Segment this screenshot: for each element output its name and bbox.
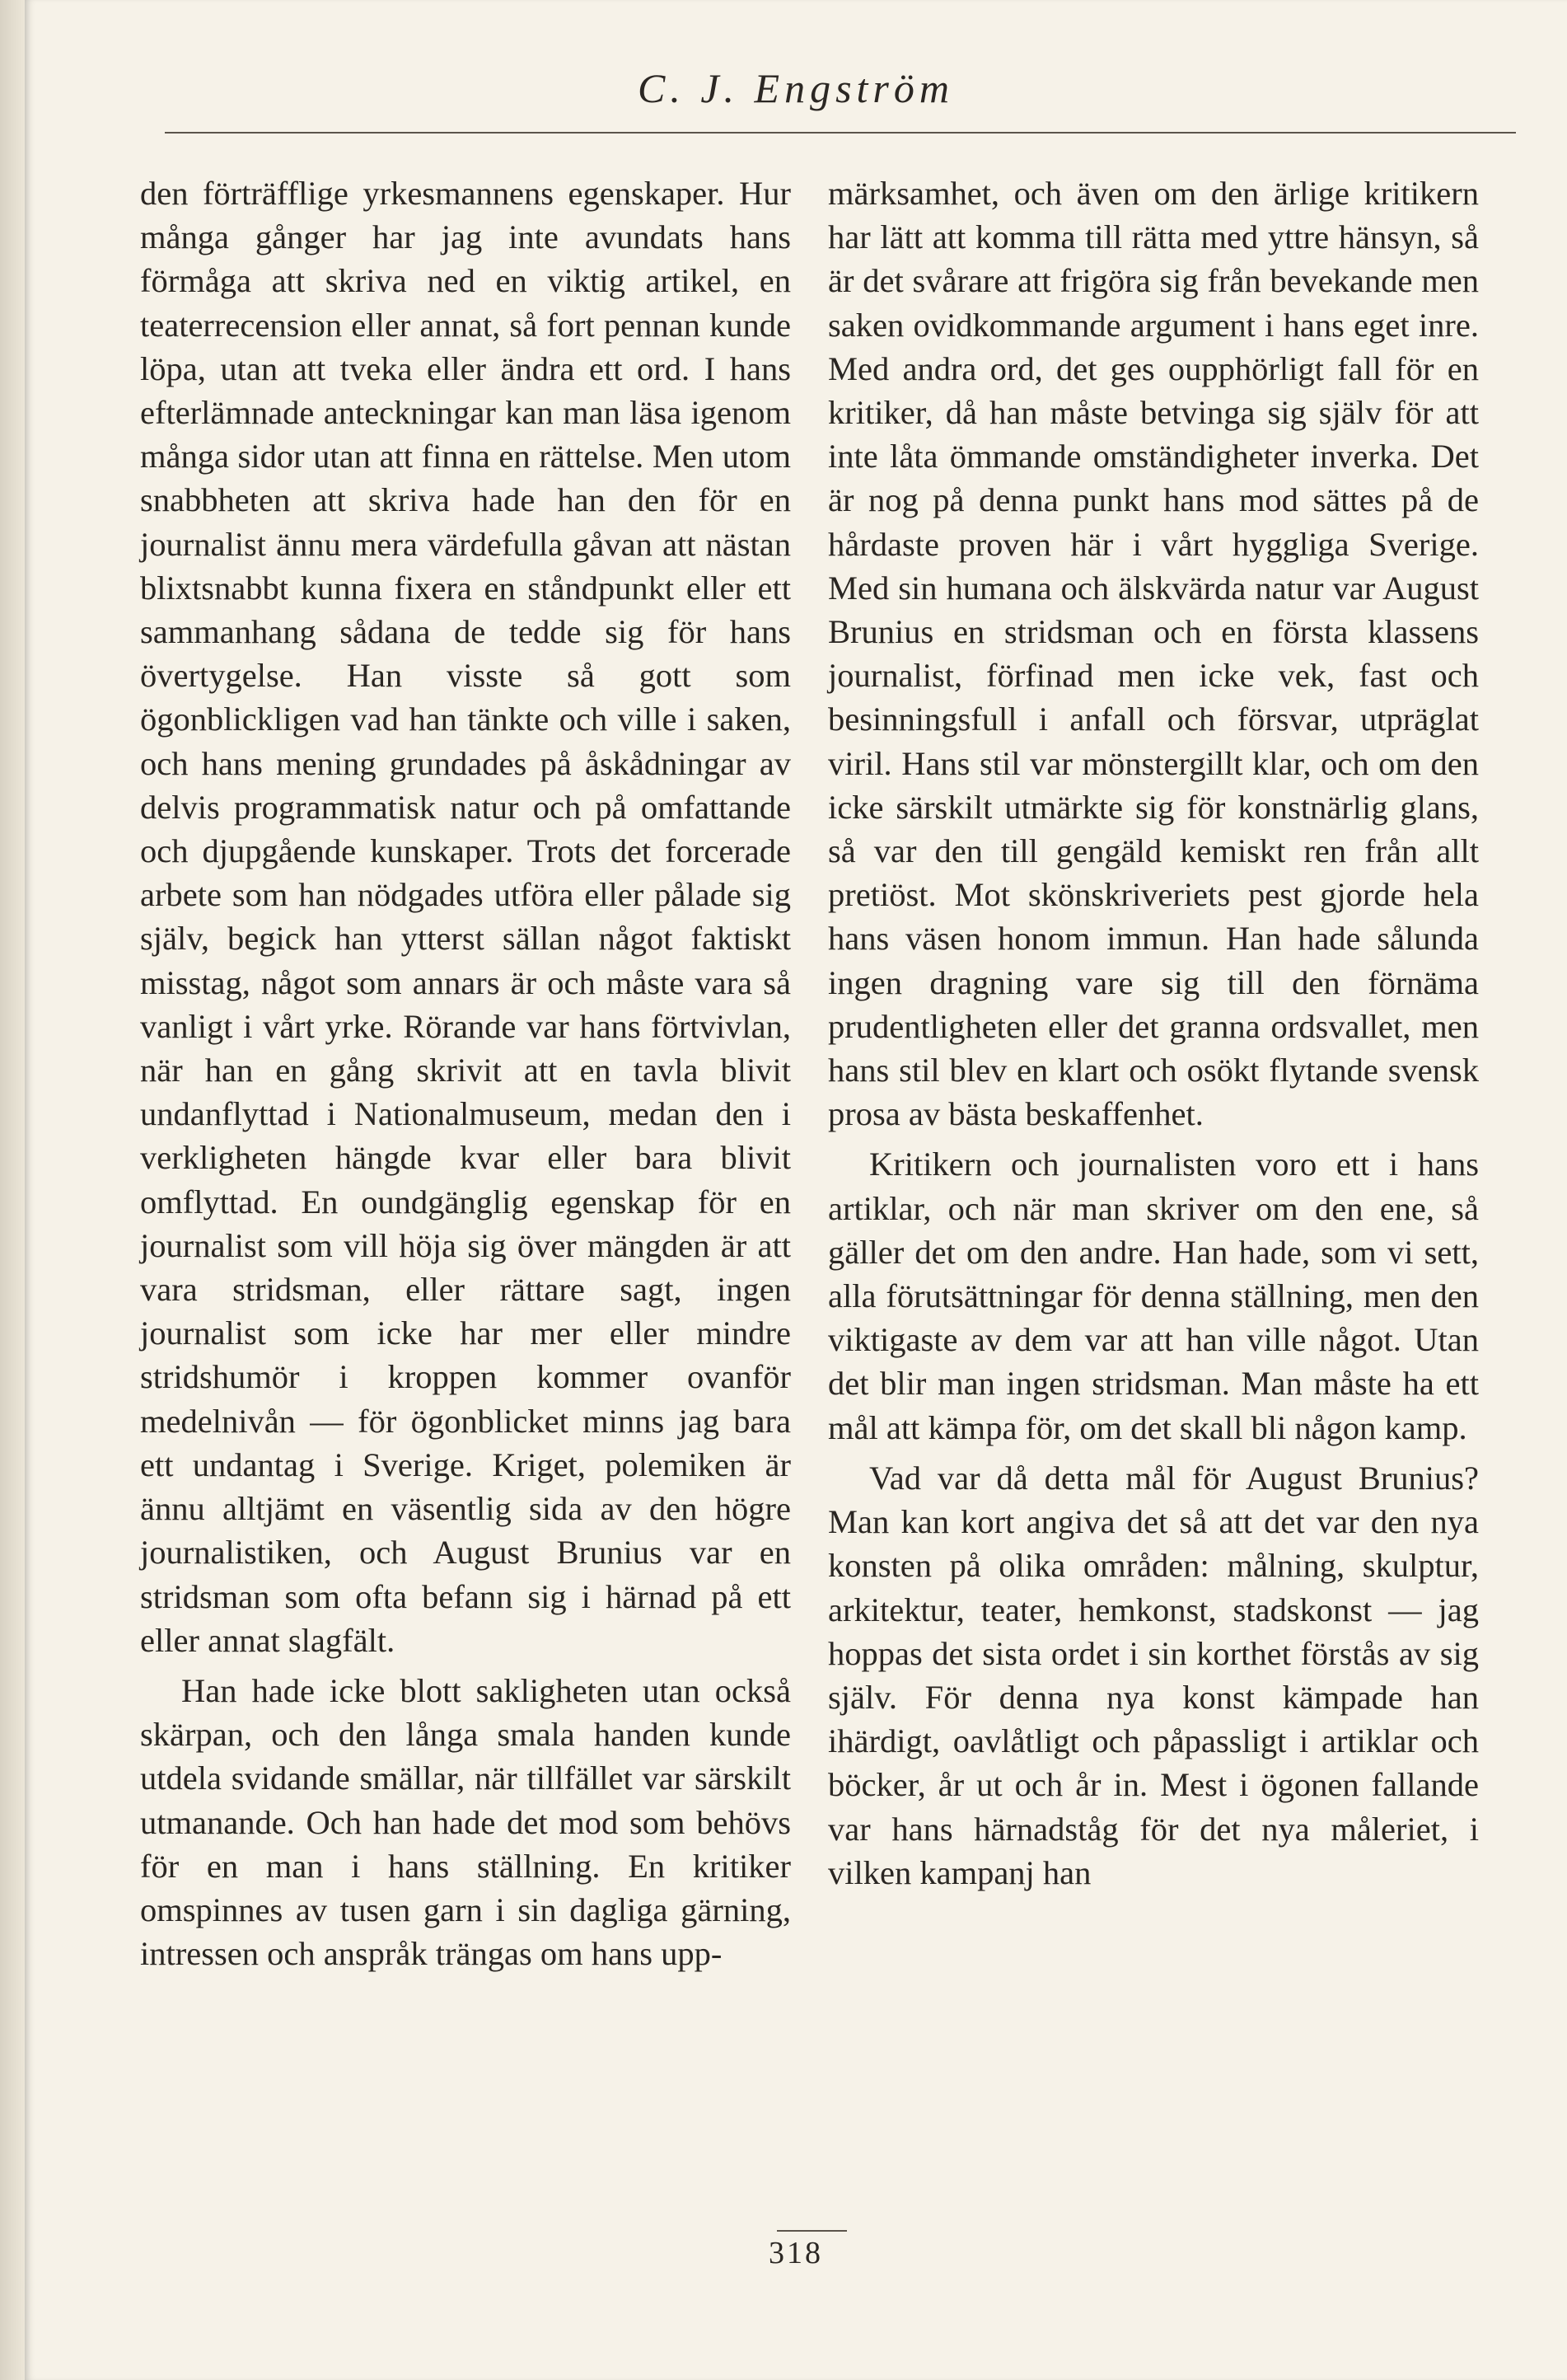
- paragraph: Kritikern och journalisten voro ett i hans artiklar, och när man skriver om den ene, så gäller det om den andre. Han hade, som vi sett, alla förutsättningar för denna ställning, men den viktigaste av dem var att han ville något. Utan det blir man ingen stridsman. Man måste ha ett mål att kämpa för, om det skall bli någon kamp.: [828, 1145, 1479, 1446]
- paragraph: Han hade icke blott sakligheten utan också skärpan, och den långa smala handen kunde utdela svidande smällar, när tillfället var särskilt utmanande. Och han hade det mod som behövs för en man i hans ställning. En kritiker omspinnes av tusen garn i sin dagliga gärning, intressen och anspråk trängas om hans upp-: [140, 1671, 791, 1973]
- paragraph: märksamhet, och även om den ärlige kritikern har lätt att komma till rätta med yttre hänsyn, så är det svårare att frigöra sig från bevekande men saken ovidkommande argument i hans eget inre. Med andra ord, det ges oupphörligt fall för en kritiker, då han måste betvinga sig själv för att inte låta ömmande omständigheter inverka. Det är nog på denna punkt hans mod sättes på de hårdaste proven här i vårt hyggliga Sverige. Med sin humana och älskvärda natur var August Brunius en stridsman och en första klassens journalist, förfinad men icke vek, fast och besinningsfull i anfall och försvar, utpräglat viril. Hans stil var mönstergillt klar, och om den icke särskilt utmärkte sig för konstnärlig glans, så var den till gengäld kemiskt ren från allt pretiöst. Mot skönskriveriets pest gjorde hela hans väsen honom immun. Han hade sålunda ingen dragning vare sig till den förnäma prudentligheten eller det granna ordsvallet, men hans stil blev en klart och osökt flytande svensk prosa av bästa beskaffenhet.: [828, 175, 1479, 1133]
- left-column: [140, 171, 791, 1975]
- running-title: C. J. Engström: [638, 65, 954, 111]
- book-page: [25, 0, 1567, 2380]
- page-number: 318: [769, 2236, 823, 2270]
- paragraph: Vad var då detta mål för August Brunius? Man kan kort angiva det så att det var den nya konsten på olika områden: målning, skulptur, arkitektur, teater, hemkonst, stadskonst — jag hoppas det sista ordet i sin korthet förstås av sig själv. För denna nya konst kämpade han ihärdigt, oavlåtligt och påpassligt i artiklar och böcker, år ut och år in. Mest i ögonen fallande var hans härnadståg för det nya måleriet, i vilken kampanj han: [828, 1459, 1479, 1891]
- header-rule: [165, 132, 1516, 134]
- book-gutter: [0, 0, 25, 2380]
- right-column: [828, 171, 1479, 1895]
- footer-rule: [777, 2230, 847, 2232]
- paragraph: den förträfflige yrkesmannens egenskaper. Hur många gånger har jag inte avundats hans förmåga att skriva ned en viktig artikel, en teaterrecension eller annat, så fort pennan kunde löpa, utan att tveka eller ändra ett ord. I hans efterlämnade anteckningar kan man läsa igenom många sidor utan att finna en rättelse. Men utom snabbheten att skriva hade han den för en journalist ännu mera värdefulla gåvan att nästan blixtsnabbt kunna fixera en ståndpunkt eller ett sammanhang sådana de tedde sig för hans övertygelse. Han visste så gott som ögonblickligen vad han tänkte och ville i saken, och hans mening grundades på åskådningar av delvis programmatisk natur och på omfattande och djupgående kunskaper. Trots det forcerade arbete som han nödgades utföra eller pålade sig själv, begick han ytterst sällan något faktiskt misstag, något som annars är och måste vara så vanligt i vårt yrke. Rörande var hans förtvivlan, när han en gång skrivit att en tavla blivit undanflyttad i Nationalmuseum, medan den i verkligheten hängde kvar eller bara blivit omflyttad. En oundgänglig egenskap för en journalist som vill höja sig över mängden är att vara stridsman, eller rättare sagt, ingen journalist som icke har mer eller mindre stridshumör i kroppen kommer ovanför medelnivån — för ögonblicket minns jag bara ett undantag i Sverige. Kriget, polemiken är ännu alltjämt en väsentlig sida av den högre journalistiken, och August Brunius var en stridsman som ofta befann sig i härnad på ett eller annat slagfält.: [140, 175, 791, 1659]
